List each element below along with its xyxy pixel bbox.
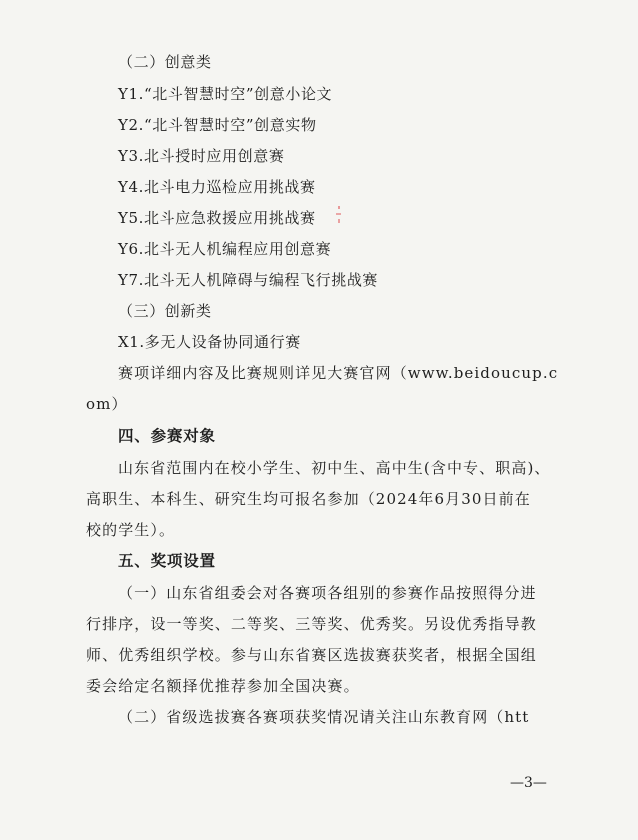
list-item: Y7.北斗无人机障碍与编程飞行挑战赛: [118, 271, 379, 289]
list-item: X1.多无人设备协同通行赛: [118, 333, 301, 351]
list-item: Y4.北斗电力巡检应用挑战赛: [118, 178, 316, 196]
section-heading: 四、参赛对象: [118, 426, 216, 445]
list-item: Y3.北斗授时应用创意赛: [118, 147, 285, 165]
section-creative-label: （二）创意类: [118, 53, 212, 71]
details-line: om）: [86, 395, 128, 413]
paragraph-line: （一）山东省组委会对各赛项各组别的参赛作品按照得分进: [118, 584, 537, 602]
paragraph-line: 委会给定名额择优推荐参加全国决赛。: [86, 677, 360, 695]
page-number: —3—: [510, 775, 547, 791]
list-item: Y5.北斗应急救援应用挑战赛: [118, 209, 316, 227]
paragraph-line: 山东省范围内在校小学生、初中生、高中生(含中专、职高)、: [118, 459, 551, 477]
list-item: Y2.“北斗智慧时空”创意实物: [118, 116, 317, 134]
paragraph-line: （二）省级选拔赛各赛项获奖情况请关注山东教育网（htt: [118, 708, 530, 726]
paragraph-line: 高职生、本科生、研究生均可报名参加（2024年6月30日前在: [86, 490, 531, 508]
paragraph-line: 校的学生）。: [86, 521, 176, 539]
section-innovation-label: （三）创新类: [118, 302, 212, 320]
list-item: Y1.“北斗智慧时空”创意小论文: [118, 85, 333, 103]
section-heading: 五、奖项设置: [118, 551, 216, 570]
stamp-residue: [336, 206, 342, 226]
paragraph-line: 行排序，设一等奖、二等奖、三等奖、优秀奖。另设优秀指导教: [86, 615, 537, 633]
list-item: Y6.北斗无人机编程应用创意赛: [118, 240, 332, 258]
paragraph-line: 师、优秀组织学校。参与山东省赛区选拔赛获奖者，根据全国组: [86, 646, 537, 664]
details-line: 赛项详细内容及比赛规则详见大赛官网（www.beidoucup.c: [118, 364, 559, 382]
